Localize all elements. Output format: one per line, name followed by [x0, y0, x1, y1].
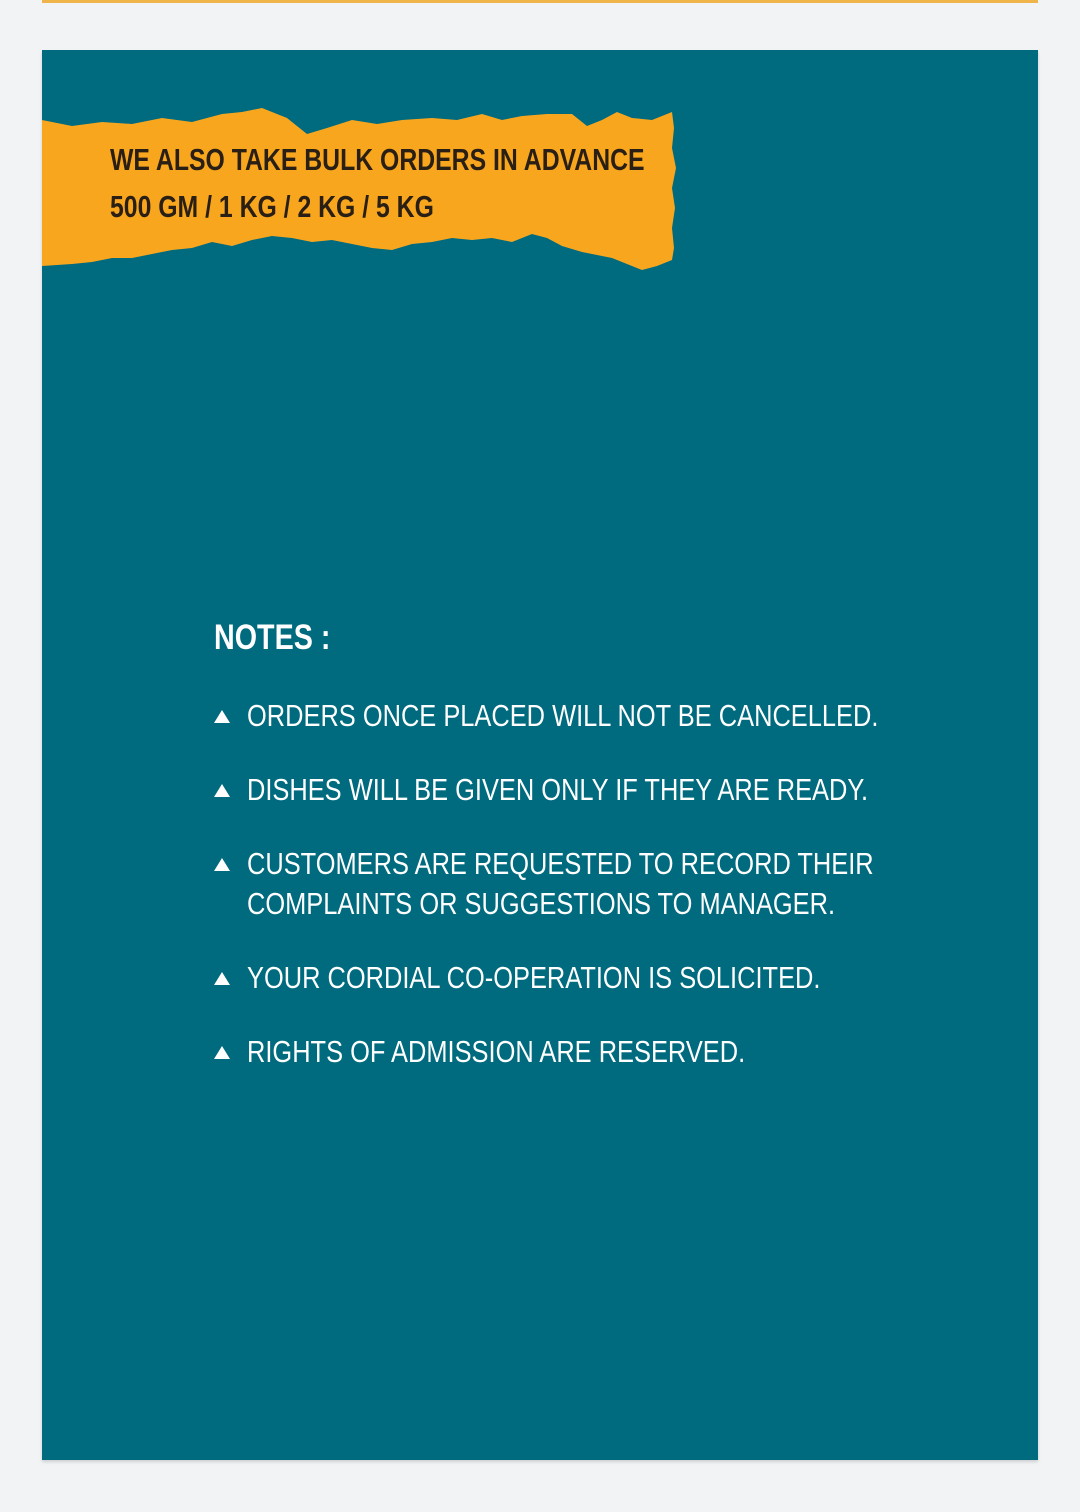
note-text: COMPLAINTS OR SUGGESTIONS TO MANAGER. — [247, 886, 836, 921]
triangle-bullet-icon — [214, 784, 230, 797]
note-text: ORDERS ONCE PLACED WILL NOT BE CANCELLED. — [247, 698, 879, 733]
triangle-bullet-icon — [214, 710, 230, 723]
triangle-bullet-icon — [214, 972, 230, 985]
triangle-bullet-icon — [214, 1046, 230, 1059]
note-text: YOUR CORDIAL CO-OPERATION IS SOLICITED. — [247, 960, 821, 995]
note-text: DISHES WILL BE GIVEN ONLY IF THEY ARE READY. — [247, 772, 869, 807]
bulk-orders-heading: WE ALSO TAKE BULK ORDERS IN ADVANCE — [110, 142, 645, 177]
menu-page-card — [42, 50, 1038, 1460]
top-divider — [42, 0, 1038, 3]
notes-title: NOTES : — [214, 618, 331, 657]
note-text: RIGHTS OF ADMISSION ARE RESERVED. — [247, 1034, 746, 1069]
bulk-orders-sizes: 500 GM / 1 KG / 2 KG / 5 KG — [110, 189, 434, 224]
note-text: CUSTOMERS ARE REQUESTED TO RECORD THEIR — [247, 846, 874, 881]
triangle-bullet-icon — [214, 858, 230, 871]
